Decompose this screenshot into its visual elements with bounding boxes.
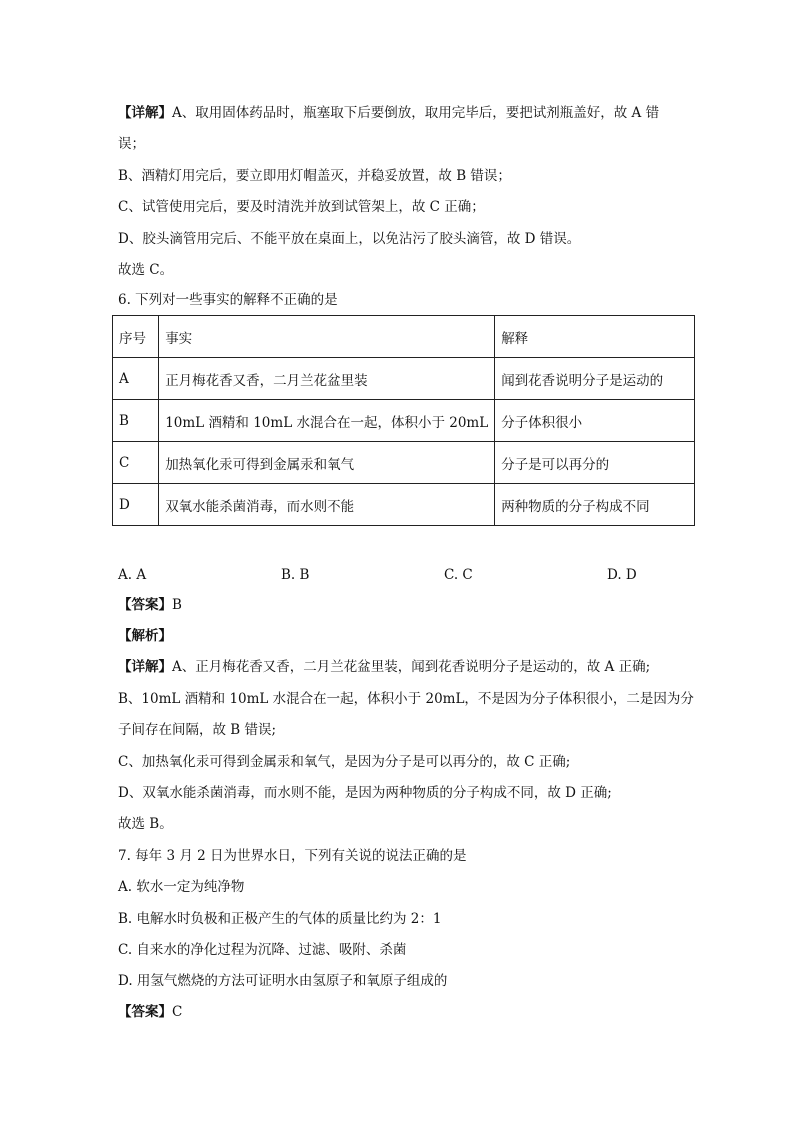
q7-option-a: A. 软水一定为纯净物 xyxy=(118,879,245,895)
q5-detail-line-1 xyxy=(118,104,678,122)
detail-tag: 【详解】 xyxy=(118,659,172,675)
answer-tag: 【答案】 xyxy=(118,1004,172,1020)
row-label: A xyxy=(113,358,159,400)
option-d: D. D xyxy=(607,567,637,583)
row-explanation: 分子体积很小 xyxy=(495,400,695,442)
row-label: B xyxy=(113,400,159,442)
q6-answer xyxy=(118,596,678,614)
option-c: C. C xyxy=(444,567,473,583)
q5-detail-line-3: C、试管使用完后，要及时清洗并放到试管架上，故 C 正确； xyxy=(118,199,485,215)
header-explanation: 解释 xyxy=(495,316,695,358)
option-b: B. B xyxy=(281,567,310,583)
q6-detail-line-4: D、双氧水能杀菌消毒，而水则不能，是因为两种物质的分子构成不同，故 D 正确; xyxy=(118,785,612,801)
row-explanation: 闻到花香说明分子是运动的 xyxy=(495,358,695,400)
q5-detail-text-1: A、取用固体药品时，瓶塞取下后要倒放，取用完毕后，要把试剂瓶盖好，故 A 错 xyxy=(172,105,660,121)
q6-detail-line-3: C、加热氧化汞可得到金属汞和氧气，是因为分子是可以再分的，故 C 正确; xyxy=(118,754,571,770)
table-header-row xyxy=(113,316,695,358)
q6-analysis-tag: 【解析】 xyxy=(118,628,172,644)
q5-detail-line-4: D、胶头滴管用完后、不能平放在桌面上，以免沾污了胶头滴管，故 D 错误。 xyxy=(118,231,581,247)
q6-conclusion: 故选 B。 xyxy=(118,816,173,832)
facts-table xyxy=(112,315,695,526)
table-row xyxy=(113,442,695,484)
header-number: 序号 xyxy=(113,316,159,358)
row-explanation: 分子是可以再分的 xyxy=(495,442,695,484)
q7-option-d: D. 用氢气燃烧的方法可证明水由氢原子和氧原子组成的 xyxy=(118,973,448,989)
q6-detail-text-1: A、正月梅花香又香，二月兰花盆里装，闻到花香说明分子是运动的，故 A 正确; xyxy=(172,659,651,675)
header-fact: 事实 xyxy=(159,316,495,358)
table-row xyxy=(113,484,695,526)
table-row xyxy=(113,400,695,442)
q7-answer xyxy=(118,1003,678,1021)
q6-detail-line-1 xyxy=(118,658,678,676)
q6-stem: 6. 下列对一些事实的解释不正确的是 xyxy=(118,292,338,308)
row-fact: 10mL 酒精和 10mL 水混合在一起，体积小于 20mL xyxy=(159,400,495,442)
q5-detail-line-1b: 误； xyxy=(118,136,145,152)
row-label: D xyxy=(113,484,159,526)
row-fact: 加热氧化汞可得到金属汞和氧气 xyxy=(159,442,495,484)
q5-conclusion: 故选 C。 xyxy=(118,262,174,278)
q6-detail-line-2: B、10mL 酒精和 10mL 水混合在一起，体积小于 20mL，不是因为分子体积很小，二是因为分 xyxy=(118,691,694,707)
row-fact: 正月梅花香又香，二月兰花盆里装 xyxy=(159,358,495,400)
answer-value: C xyxy=(172,1004,183,1020)
q7-option-c: C. 自来水的净化过程为沉降、过滤、吸附、杀菌 xyxy=(118,942,407,958)
answer-tag: 【答案】 xyxy=(118,597,172,613)
q5-detail-line-2: B、酒精灯用完后，要立即用灯帽盖灭，并稳妥放置，故 B 错误； xyxy=(118,168,511,184)
q7-stem: 7. 每年 3 月 2 日为世界水日，下列有关说的说法正确的是 xyxy=(118,848,467,864)
q6-detail-line-2b: 子间存在间隔，故 B 错误; xyxy=(118,722,277,738)
q7-option-b: B. 电解水时负极和正极产生的气体的质量比约为 2：1 xyxy=(118,911,442,927)
answer-value: B xyxy=(172,597,182,613)
table-row xyxy=(113,358,695,400)
row-label: C xyxy=(113,442,159,484)
option-a: A. A xyxy=(118,567,147,583)
row-fact: 双氧水能杀菌消毒，而水则不能 xyxy=(159,484,495,526)
row-explanation: 两种物质的分子构成不同 xyxy=(495,484,695,526)
detail-tag: 【详解】 xyxy=(118,105,172,121)
